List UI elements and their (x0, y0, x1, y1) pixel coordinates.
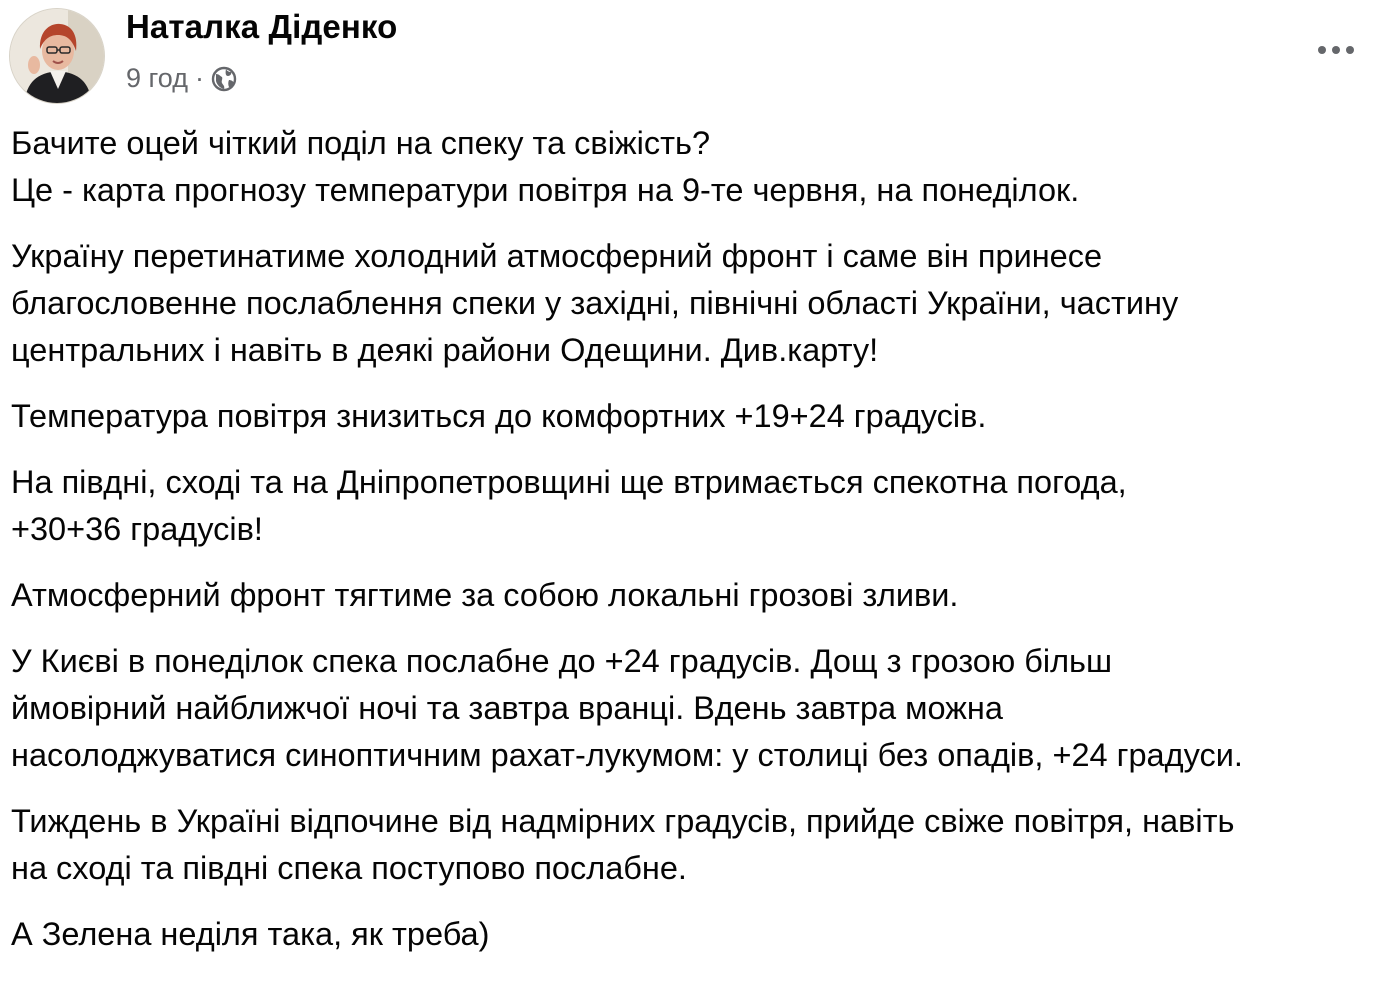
post-line: На півдні, сході та на Дніпропетровщині ще втримається спекотна погода, (11, 464, 1127, 500)
post-paragraph (11, 233, 1396, 374)
avatar-portrait (10, 9, 105, 104)
more-options-icon[interactable] (1314, 30, 1358, 70)
post-line: Тиждень в Україні відпочине від надмірних градусів, прийде свіже повітря, навіть (11, 803, 1235, 839)
post-time[interactable]: 9 год (126, 62, 188, 93)
post-line: Атмосферний фронт тягтиме за собою локальні грозові зливи. (11, 577, 959, 613)
meta-separator: · (194, 62, 204, 93)
post-text (11, 120, 1396, 977)
post-line: Це - карта прогнозу температури повітря на 9-те червня, на понеділок. (11, 172, 1080, 208)
post-paragraph (11, 911, 1396, 958)
post-line: +30+36 градусів! (11, 511, 263, 547)
post-line: на сході та півдні спека поступово послабне. (11, 850, 687, 886)
author-avatar[interactable] (9, 8, 105, 104)
post-line: насолоджуватися синоптичним рахат-лукумом: у столиці без опадів, +24 градуси. (11, 737, 1243, 773)
post-header (0, 0, 1400, 112)
post-line: благословенне послаблення спеки у західні, північні області України, частину (11, 285, 1179, 321)
post-paragraph (11, 120, 1396, 214)
post-paragraph (11, 638, 1396, 779)
post-line: Україну перетинатиме холодний атмосферний фронт і саме він принесе (11, 238, 1103, 274)
post-line: Бачите оцей чіткий поділ на спеку та свіжість? (11, 125, 711, 161)
post-paragraph (11, 393, 1396, 440)
post-meta (126, 60, 238, 96)
post-line: ймовірний найближчої ночі та завтра вранці. Вдень завтра можна (11, 690, 1003, 726)
post-line: Температура повітря знизиться до комфортних +19+24 градусів. (11, 398, 987, 434)
globe-icon[interactable] (210, 65, 238, 93)
post-paragraph (11, 459, 1396, 553)
post-line: У Києві в понеділок спека послабне до +24 градусів. Дощ з грозою більш (11, 643, 1113, 679)
post-line: центральних і навіть в деякі райони Одещини. Див.карту! (11, 332, 879, 368)
post-paragraph (11, 798, 1396, 892)
author-name[interactable]: Наталка Діденко (126, 8, 398, 45)
post-line: А Зелена неділя така, як треба) (11, 916, 490, 952)
post-paragraph (11, 572, 1396, 619)
